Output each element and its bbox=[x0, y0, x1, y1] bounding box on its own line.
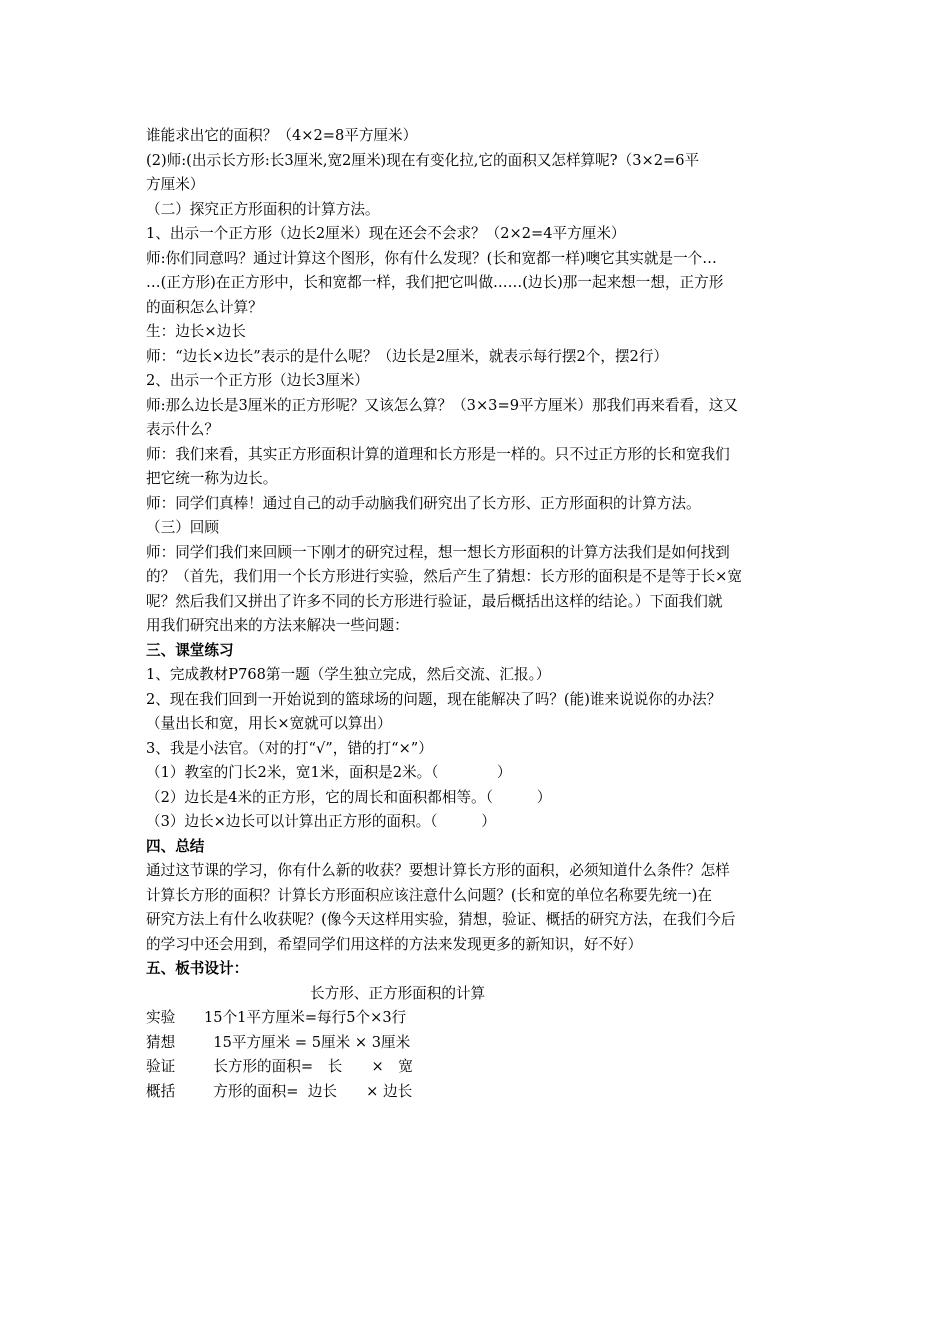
board-row-text: 方形的面积= 边长 × 边长 bbox=[204, 1082, 413, 1100]
text-line: 师：同学们我们来回顾一下刚才的研究过程，想一想长方形面积的计算方法我们是如何找到 bbox=[146, 543, 730, 561]
text-line: 的学习中还会用到，希望同学们用这样的方法来发现更多的新知识，好不好） bbox=[146, 935, 643, 953]
subsection-heading: （二）探究正方形面积的计算方法。 bbox=[146, 200, 380, 218]
text-line: 研究方法上有什么收获呢？(像今天这样用实验，猜想，验证、概括的研究方法，在我们今后 bbox=[146, 911, 736, 928]
text-line: 3、我是小法官。（对的打“√”，错的打“×”） bbox=[146, 739, 433, 757]
text-line: (2)师:(出示长方形:长3厘米,宽2厘米)现在有变化拉,它的面积又怎样算呢?（3×2=6平 bbox=[146, 151, 700, 169]
text-line: 把它统一称为边长。 bbox=[146, 470, 278, 487]
board-row bbox=[146, 1006, 811, 1031]
board-row-label: 实验 bbox=[146, 1009, 176, 1026]
document-page bbox=[146, 124, 811, 1104]
board-row-label: 验证 bbox=[146, 1058, 176, 1075]
text-line: 师：同学们真棒！通过自己的动手动脑我们研究出了长方形、正方形面积的计算方法。 bbox=[146, 494, 701, 512]
board-row bbox=[146, 1031, 811, 1056]
board-row-text: 长方形的面积= 长 × 宽 bbox=[204, 1058, 413, 1075]
board-title: 长方形、正方形面积的计算 bbox=[310, 984, 486, 1002]
text-line: 方厘米） bbox=[146, 176, 205, 193]
text-line: 呢？然后我们又拼出了许多不同的长方形进行验证，最后概括出这样的结论。）下面我们就 bbox=[146, 592, 723, 610]
text-line: …(正方形)在正方形中，长和宽都一样，我们把它叫做……(边长)那一起来想一想，正方形 bbox=[146, 274, 724, 291]
section-heading-summary: 四、总结 bbox=[146, 837, 205, 855]
board-row-text: 15个1平方厘米=每行5个×3行 bbox=[204, 1009, 407, 1026]
section-heading-practice: 三、课堂练习 bbox=[146, 641, 234, 659]
text-line: 表示什么？ bbox=[146, 421, 219, 438]
text-line: （量出长和宽，用长×宽就可以算出） bbox=[146, 715, 392, 732]
subsection-heading: （三）回顾 bbox=[146, 519, 219, 536]
exercise-item: （1）教室的门长2米，宽1米，面积是2米。（ ） bbox=[146, 764, 512, 781]
text-line: 谁能求出它的面积？（4×2=8平方厘米） bbox=[146, 127, 418, 144]
text-line: 1、出示一个正方形（边长2厘米）现在还会不会求？（2×2=4平方厘米） bbox=[146, 225, 626, 242]
text-line: 2、现在我们回到一开始说到的篮球场的问题，现在能解决了吗？(能)谁来说说你的办法？ bbox=[146, 690, 722, 708]
exercise-item: （2）边长是4米的正方形，它的周长和面积都相等。（ ） bbox=[146, 788, 552, 806]
board-row bbox=[146, 1080, 811, 1105]
text-line: 1、完成教材P768第一题（学生独立完成，然后交流、汇报。） bbox=[146, 666, 551, 683]
text-line: 生：边长×边长 bbox=[146, 323, 246, 340]
text-line: 通过这节课的学习，你有什么新的收获？要想计算长方形的面积，必须知道什么条件？怎样 bbox=[146, 862, 730, 879]
board-row-label: 猜想 bbox=[146, 1033, 176, 1051]
text-line: 师：我们来看，其实正方形面积计算的道理和长方形是一样的。只不过正方形的长和宽我们 bbox=[146, 445, 730, 463]
board-row-label: 概括 bbox=[146, 1082, 176, 1100]
board-row bbox=[146, 1055, 811, 1080]
text-line: 的？（首先，我们用一个长方形进行实验，然后产生了猜想：长方形的面积是不是等于长×宽 bbox=[146, 568, 742, 585]
text-line: 的面积怎么计算？ bbox=[146, 298, 263, 316]
text-line: 2、出示一个正方形（边长3厘米） bbox=[146, 372, 369, 389]
section-heading-board: 五、板书设计： bbox=[146, 960, 249, 977]
exercise-item: （3）边长×边长可以计算出正方形的面积。（ ） bbox=[146, 813, 496, 830]
text-line: 计算长方形的面积？计算长方形面积应该注意什么问题？(长和宽的单位名称要先统一)在 bbox=[146, 886, 712, 904]
text-line: 师:那么边长是3厘米的正方形呢？又该怎么算？（3×3=9平方厘米）那我们再来看看，这又 bbox=[146, 396, 738, 414]
board-row-text: 15平方厘米 = 5厘米 × 3厘米 bbox=[204, 1033, 411, 1051]
text-line: 师:你们同意吗？通过计算这个图形，你有什么发现？(长和宽都一样)噢它其实就是一个… bbox=[146, 249, 717, 267]
text-line: 师：“边长×边长”表示的是什么呢？（边长是2厘米，就表示每行摆2个，摆2行） bbox=[146, 347, 669, 365]
text-line: 用我们研究出来的方法来解决一些问题： bbox=[146, 617, 409, 634]
